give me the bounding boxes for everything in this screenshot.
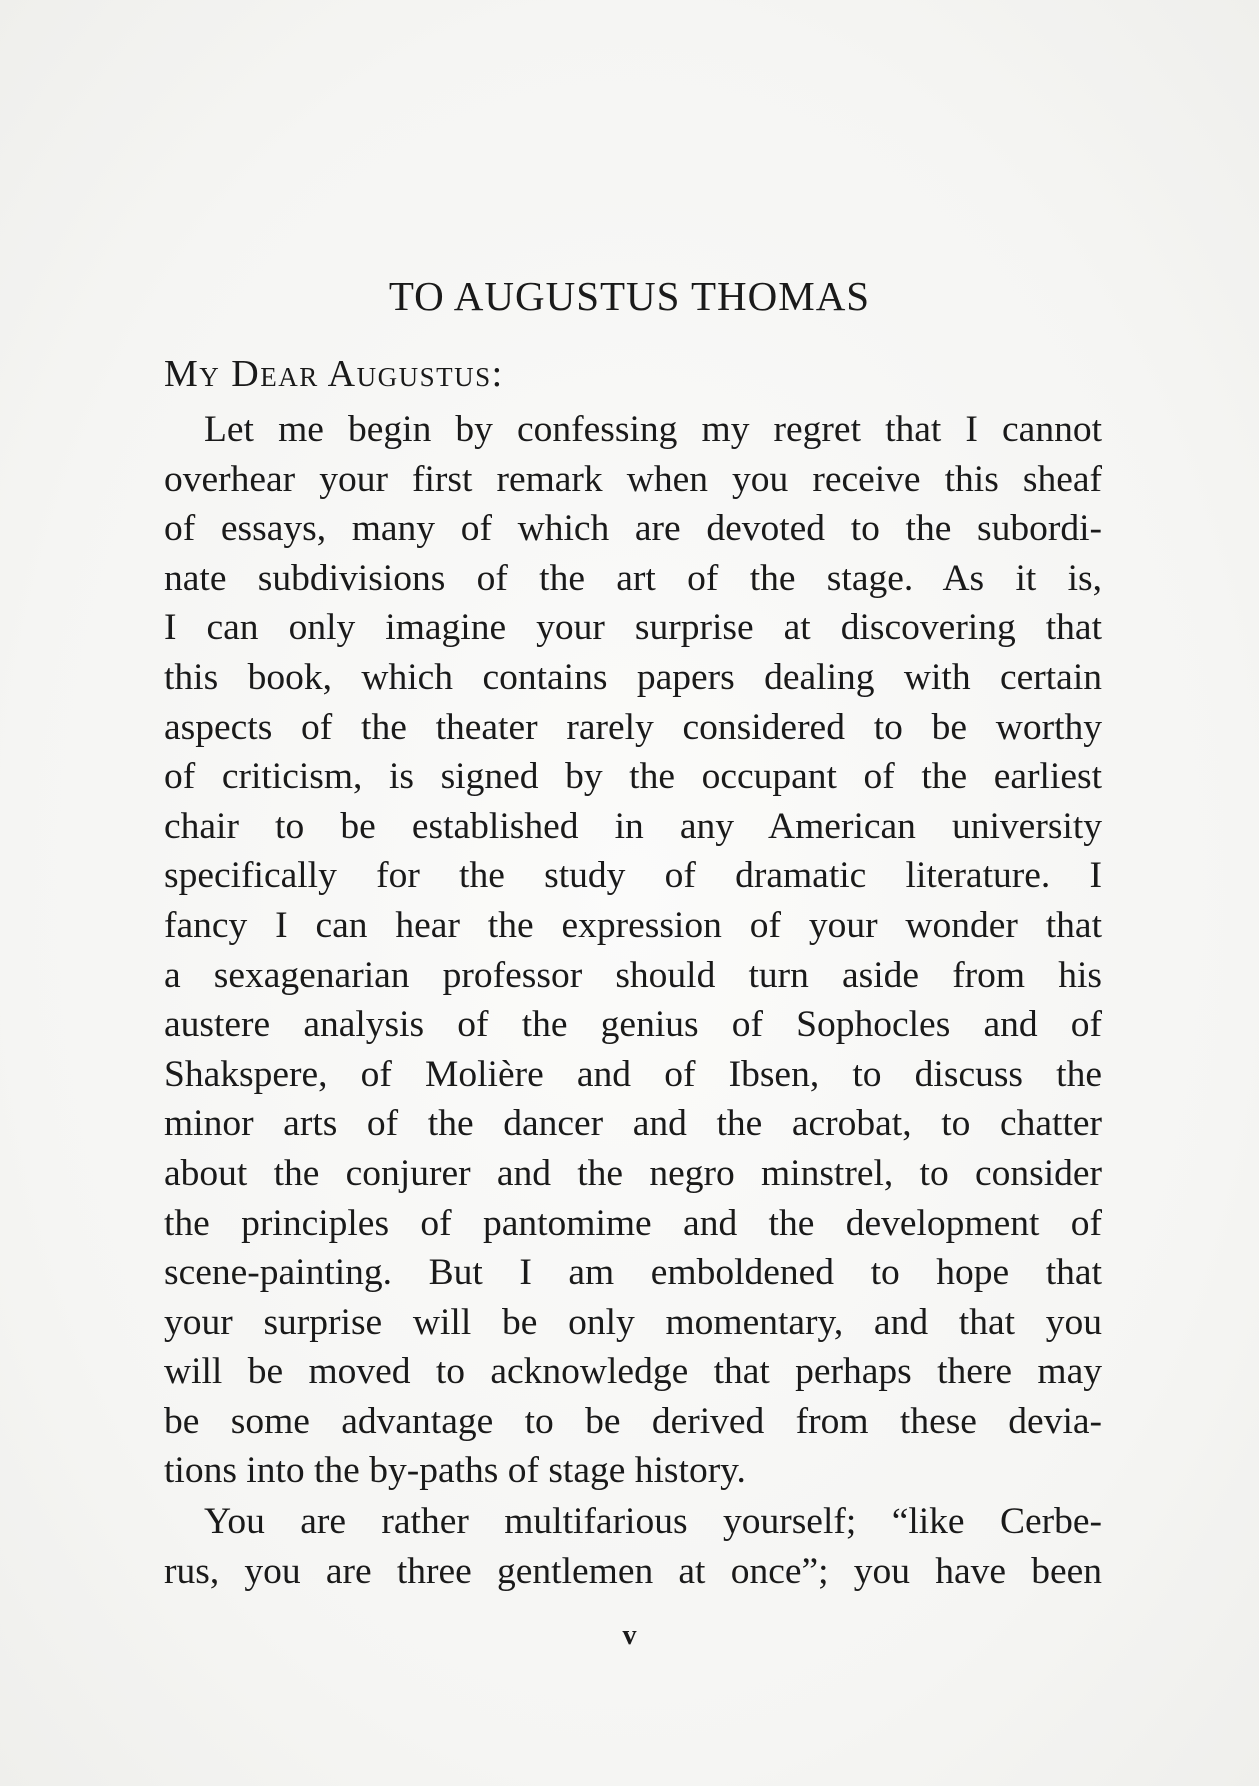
text-line: chair to be established in any American university [164, 805, 1102, 847]
text-line: will be moved to acknowledge that perhaps there may [164, 1351, 1102, 1393]
text-line: of essays, many of which are devoted to the subordi- [164, 508, 1102, 550]
text-line: of criticism, is signed by the occupant of the earliest [164, 756, 1102, 798]
text-line: scene-painting. But I am emboldened to hope that [164, 1252, 1102, 1294]
text-line: specifically for the study of dramatic literature. I [164, 855, 1102, 897]
text-line: be some advantage to be derived from these devia- [164, 1400, 1102, 1442]
text-line: fancy I can hear the expression of your wonder that [164, 904, 1102, 946]
text-line: overhear your first remark when you receive this sheaf [164, 458, 1102, 500]
dedication-title: TO AUGUSTUS THOMAS [388, 273, 871, 319]
text-line: about the conjurer and the negro minstrel, to consider [164, 1152, 1102, 1194]
text-line: your surprise will be only momentary, and that you [164, 1301, 1102, 1343]
salutation: My Dear Augustus: [164, 353, 504, 395]
text-line: Let me begin by confessing my regret that I cannot [204, 409, 1102, 450]
text-line: the principles of pantomime and the development of [164, 1202, 1102, 1244]
text-line: tions into the by-paths of stage history. [164, 1450, 746, 1492]
text-line: a sexagenarian professor should turn aside from his [164, 954, 1102, 996]
page-number: v [622, 1620, 637, 1651]
paragraph-1 [164, 405, 1102, 1496]
text-line: rus, you are three gentlemen at once”; you have been [164, 1550, 1102, 1592]
text-line: aspects of the theater rarely considered to be worthy [164, 706, 1102, 748]
text-line: I can only imagine your surprise at discovering that [164, 607, 1102, 649]
text-line: minor arts of the dancer and the acrobat, to chatter [164, 1103, 1102, 1145]
paragraph-2 [164, 1497, 1102, 1596]
text-line: austere analysis of the genius of Sophocles and of [164, 1004, 1102, 1046]
text-line: this book, which contains papers dealing with certain [164, 656, 1102, 698]
text-line: Shakspere, of Molière and of Ibsen, to discuss the [164, 1053, 1102, 1095]
text-line: You are rather multifarious yourself; “like Cerbe- [204, 1501, 1102, 1542]
text-line: nate subdivisions of the art of the stage. As it is, [164, 557, 1102, 599]
